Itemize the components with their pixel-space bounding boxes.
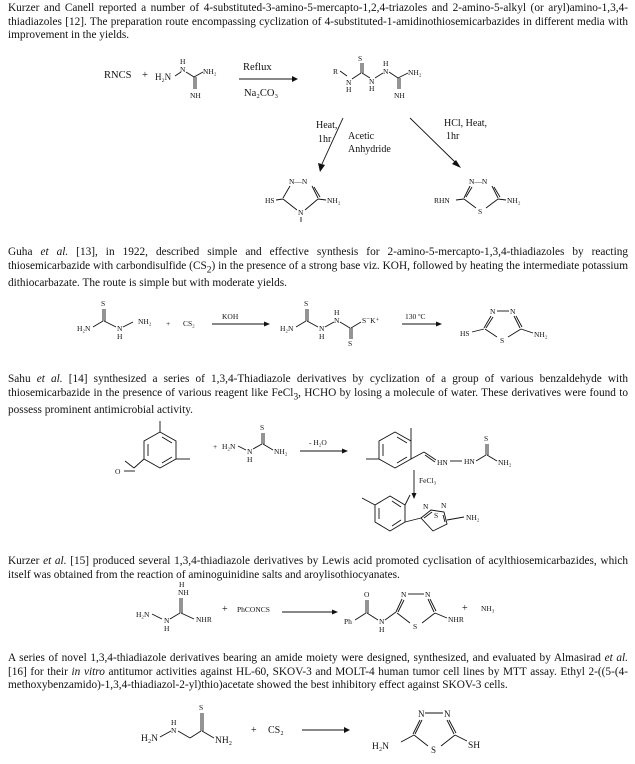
text-span: Sahu — [8, 373, 37, 385]
atom-label: S — [101, 299, 106, 308]
atom-label: NH₂ — [466, 513, 480, 522]
atom-label: H — [346, 85, 352, 94]
reagent-rncs: RNCS — [104, 70, 132, 81]
condition-time: 1hr — [318, 134, 332, 145]
condition-acid: HCl, Heat, — [444, 118, 488, 129]
plus-sign: + — [222, 604, 228, 615]
atom-label: H₂N — [280, 324, 294, 333]
text-span: [13], in 1922, described simple and effective synthesis for 2-amino-5-mercapto-1,3,4-thiadiazoles by reacting thiosemicarbazide with carbondisulfide (CS — [8, 246, 629, 272]
atom-label: S — [500, 336, 505, 345]
scheme-benzaldehyde-cyclization — [0, 420, 635, 538]
atom-label: N — [171, 726, 177, 735]
atom-label: N — [418, 709, 425, 719]
atom-label: N — [423, 502, 429, 511]
paragraph-kurzer-canell — [8, 2, 628, 43]
atom-label: Ph — [344, 617, 352, 626]
atom-label: N — [425, 590, 431, 599]
atom-label: H₂N — [222, 442, 236, 451]
atom-label: H — [334, 308, 340, 317]
plus-sign: + — [462, 603, 468, 614]
text-italic: in vitro — [71, 665, 105, 678]
atom-label: NH₂ — [498, 458, 512, 467]
atom-label: N — [510, 307, 516, 316]
atom-label: NH — [178, 588, 189, 597]
atom-label: HS — [460, 329, 470, 338]
reagent-phconcs: PhCONCS — [237, 605, 270, 614]
atom-label: H — [171, 718, 177, 727]
atom-label: N—N — [289, 177, 308, 186]
text-subscript: 2 — [206, 264, 212, 275]
atom-label: NH₂ — [203, 67, 217, 76]
text-span: Kurzer — [8, 555, 44, 567]
text-span: [16] for their — [8, 665, 72, 678]
atom-label: NHR — [196, 615, 212, 624]
atom-label: N—N — [469, 177, 488, 186]
atom-label: S — [484, 434, 489, 443]
text-span: antitumor activities against HL-60, SKOV-3 and MOLT-4 human tumor cell lines by MTT assay. Ethyl 2-((5-(4-methoxybenzamido)-1,3,4-thiadiazol-2-yl)thio)acetate showed the best inhibitory effect against SKOV-3 cells. — [8, 665, 629, 692]
text-span: , HCHO by losing a molecule of water. These derivatives were found to possess prominent antimicrobial activity. — [8, 386, 628, 417]
atom-label: S — [434, 511, 439, 520]
condition-reagent: Anhydride — [348, 144, 391, 155]
atom-label: SH — [468, 741, 481, 751]
atom-label: H₂N — [372, 742, 390, 752]
atom-label: S — [260, 423, 265, 432]
text-span: ) in the presence of a strong base viz. KOH, followed by heating the intermediate potassium dithiocarbazate. The route is simple but with moderate yields. — [8, 259, 628, 290]
atom-label: H — [383, 59, 389, 68]
atom-label: HS — [265, 196, 275, 205]
atom-label: H — [319, 332, 325, 341]
atom-label: H₂N — [77, 324, 91, 333]
condition-base: Na₂CO₃ — [244, 88, 279, 99]
atom-label: NH₂ — [534, 330, 548, 339]
atom-label: S — [199, 703, 204, 712]
atom-label: HN — [464, 457, 475, 466]
atom-label: O — [115, 467, 121, 476]
atom-label: NH₂ — [327, 196, 341, 205]
atom-label: NH₂ — [507, 196, 521, 205]
reagent-cs2: CS₂ — [183, 319, 195, 328]
atom-label: H₂N — [155, 72, 172, 82]
atom-label: N — [298, 208, 304, 217]
text-italic: et al. — [604, 652, 629, 664]
reagent-cs2: CS₂ — [268, 725, 284, 736]
atom-label: R — [333, 67, 339, 76]
atom-label: N — [444, 709, 451, 719]
atom-label: N — [164, 616, 170, 625]
scheme-acylthiosemicarbazide — [0, 582, 635, 644]
atom-label: NH₂ — [138, 317, 152, 326]
atom-label: S — [431, 745, 437, 755]
atom-label: H — [117, 332, 123, 341]
text-span: [14] synthesized a series of 1,3,4-Thiadiazole derivatives by cyclization of a group of various benzaldehyde with thiosemicarbazide in the presence of various reagent like FeCl — [8, 373, 628, 399]
atom-label: S — [348, 339, 353, 348]
text-span: A series of novel 1,3,4-thiadiazole derivatives bearing an amide moiety were designed, synthesized, and evaluated by Almasirad — [8, 652, 605, 664]
atom-label: N — [247, 447, 253, 456]
condition-temperature: 130 ºC — [405, 312, 426, 321]
text-italic: et al. — [36, 373, 63, 385]
atom-label: H₂N — [141, 734, 159, 744]
plus-sign: + — [251, 725, 257, 736]
atom-label: N — [383, 67, 389, 76]
atom-label: N — [117, 324, 123, 333]
scheme-dithiocarbazate — [0, 296, 635, 348]
atom-label: H — [164, 624, 170, 633]
atom-label: N — [334, 316, 340, 325]
atom-label: H — [179, 580, 185, 589]
atom-label: N — [346, 78, 352, 87]
atom-label: N — [319, 324, 325, 333]
atom-label: N — [441, 501, 447, 510]
paragraph-almasirad — [8, 652, 628, 693]
atom-label: NHR — [448, 615, 464, 624]
paragraph-kurzer — [8, 555, 628, 582]
atom-label: H — [247, 455, 253, 464]
condition-time: 1hr — [446, 131, 460, 142]
atom-label: H₂N — [136, 610, 150, 619]
atom-label: S — [413, 622, 418, 631]
condition-reflux: Reflux — [243, 62, 272, 73]
plus-sign: + — [142, 70, 148, 81]
atom-label: NH — [190, 91, 201, 100]
atom-label: N — [180, 65, 186, 74]
atom-label: S — [478, 207, 483, 216]
atom-label: HN — [437, 458, 448, 467]
atom-label: N — [401, 590, 407, 599]
condition-reagent: Acetic — [348, 131, 375, 142]
scheme-aminothiadiazole-thiol — [0, 696, 635, 764]
text-span: [15] produced several 1,3,4-thiadiazole derivatives by Lewis acid promoted cyclisation of acylthiosemicarbazides, which itself was obtained from the reaction of aminoguinidine salts and aroylisothiocyanates. — [8, 555, 629, 581]
condition-dehydration: - H₂O — [309, 438, 327, 447]
atom-label: NH — [394, 91, 405, 100]
scheme-triazole-thiadiazole — [0, 50, 635, 220]
plus-sign: + — [166, 319, 171, 328]
condition-reagent: FeCl₃ — [419, 476, 437, 485]
product-ammonia: NH₃ — [481, 604, 495, 613]
text-span: Guha — [8, 246, 41, 258]
atom-label: H — [379, 625, 385, 634]
atom-label: N — [490, 307, 496, 316]
atom-label: NH₂ — [408, 68, 422, 77]
atom-label: S — [304, 299, 309, 308]
atom-label: O — [364, 590, 370, 599]
paragraph-guha — [8, 246, 628, 291]
atom-label: N — [369, 77, 375, 86]
atom-label: S⁻K⁺ — [362, 316, 380, 325]
atom-label: N — [379, 617, 385, 626]
condition-heat: Heat, — [316, 120, 338, 131]
text-subscript: 3 — [293, 391, 299, 402]
paragraph-text: Kurzer and Canell reported a number of 4-substituted-3-amino-5-mercapto-1,2,4-triazoles and 2-amino-5-alkyl (or aryl)amino-1,3,4-thiadiazoles [12]. The preparation route encompassing cyclization of 4-substituted-1-amidinothiosemicarbazides in different media with improvement in the yields. — [8, 2, 628, 42]
text-italic: et al. — [40, 246, 69, 258]
condition-base: KOH — [222, 312, 239, 321]
atom-label: H — [180, 57, 186, 66]
paragraph-sahu — [8, 373, 628, 418]
atom-label: RHN — [434, 196, 450, 205]
text-italic: et al. — [43, 555, 67, 567]
atom-label: NH₂ — [274, 447, 288, 456]
atom-label: S — [358, 54, 363, 63]
plus-sign: + — [213, 442, 218, 451]
atom-label: H — [369, 84, 375, 93]
atom-label: NH₂ — [215, 736, 233, 746]
